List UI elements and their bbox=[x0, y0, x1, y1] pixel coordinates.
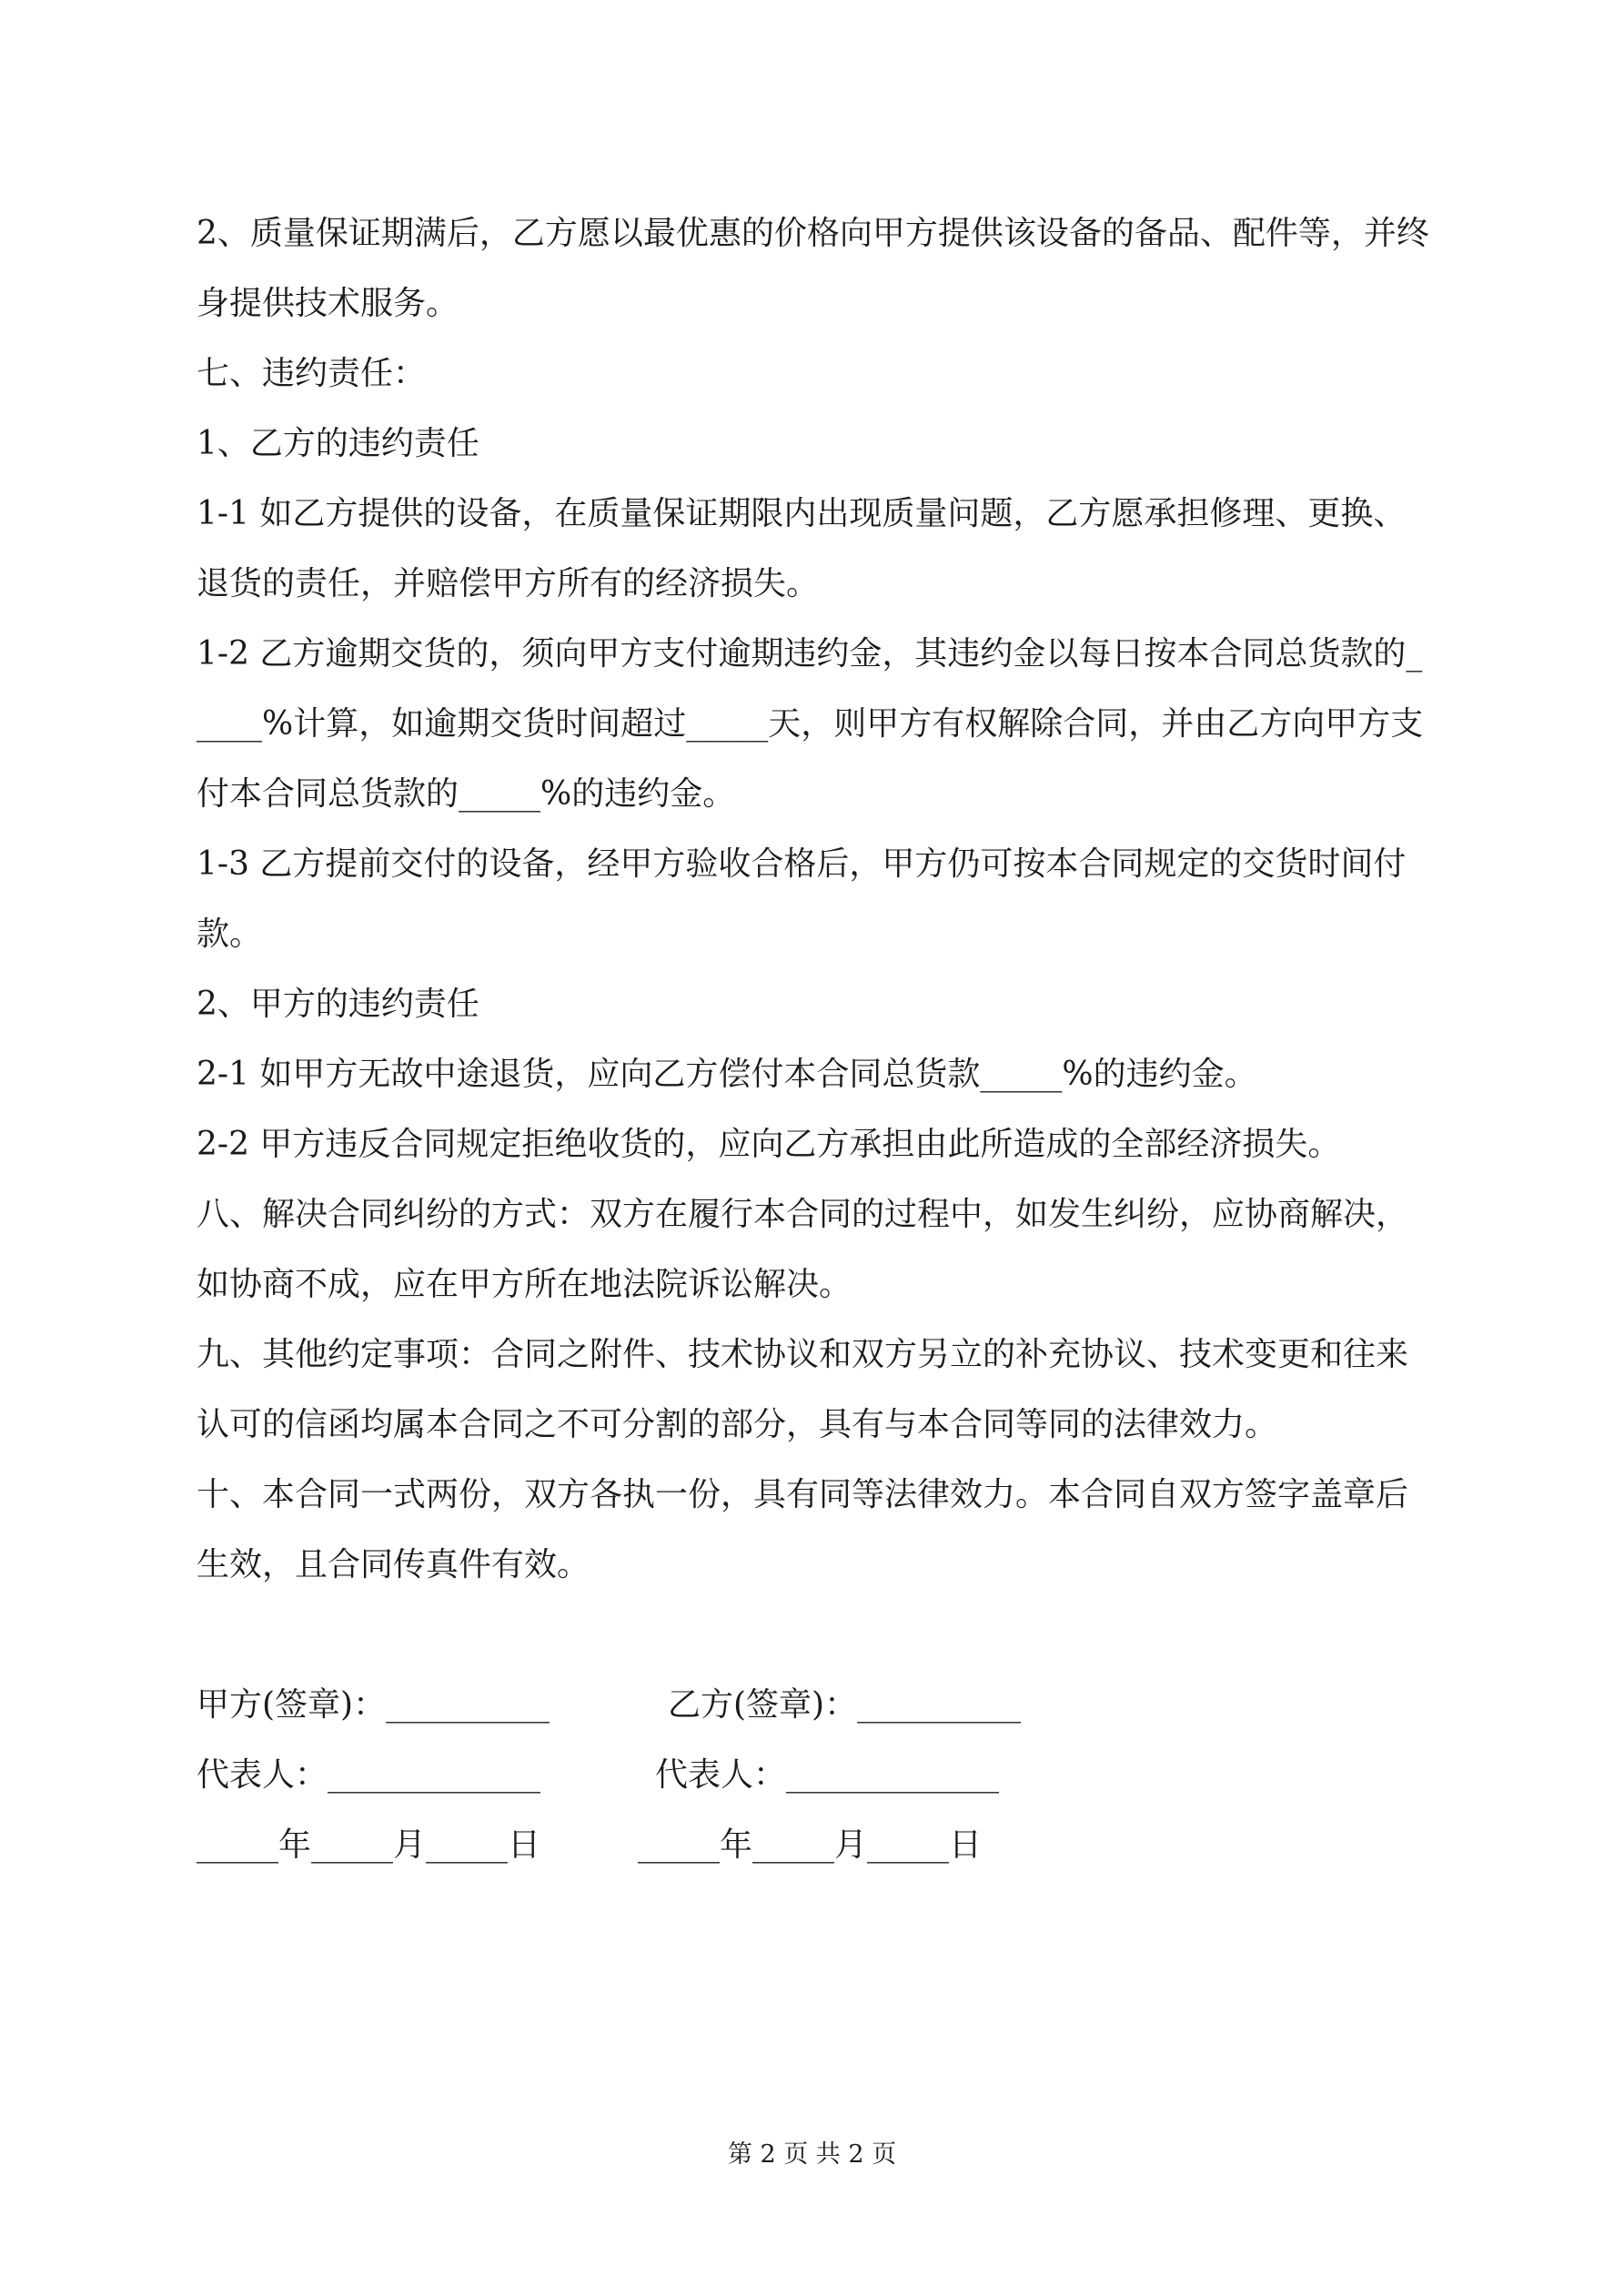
clause-2-1: 2-1 如甲方无故中途退货，应向乙方偿付本合同总货款_____%的违约金。 bbox=[197, 1056, 1257, 1093]
party-a-seal-line: 甲方(签章)：__________ bbox=[197, 1686, 550, 1724]
section-dispute-resolution: 八、解决合同纠纷的方式：双方在履行本合同的过程中，如发生纠纷，应协商解决，如协商不成，应在甲方所在地法院诉讼解决。 bbox=[197, 1196, 1409, 1303]
signature-row-representative bbox=[197, 1740, 1437, 1810]
clause-1-1: 1-1 如乙方提供的设备，在质量保证期限内出现质量问题，乙方愿承担修理、更换、退货的责任，并赔偿甲方所有的经济损失。 bbox=[197, 495, 1407, 602]
party-a-representative-line: 代表人：_____________ bbox=[197, 1756, 541, 1794]
section-heading-breach-liability: 七、违约责任： bbox=[197, 355, 427, 392]
party-b-date-line: _____年_____月_____日 bbox=[638, 1826, 982, 1864]
clause-1-3: 1-3 乙方提前交付的设备，经甲方验收合格后，甲方仍可按本合同规定的交货时间付款。 bbox=[197, 845, 1407, 953]
subheading-party-a-liability: 2、甲方的违约责任 bbox=[197, 986, 479, 1023]
signature-row-date bbox=[197, 1810, 1437, 1880]
clause-1-2: 1-2 乙方逾期交货的，须向甲方支付逾期违约金，其违约金以每日按本合同总货款的_____%计算，如逾期交货时间超过_____天，则甲方有权解除合同，并由乙方向甲方支付本合同总货款的_____%的违约金。 bbox=[197, 635, 1424, 813]
clause-2-2: 2-2 甲方违反合同规定拒绝收货的，应向乙方承担由此所造成的全部经济损失。 bbox=[197, 1126, 1341, 1163]
blank-line bbox=[197, 1600, 1437, 1670]
party-b-seal-line: 乙方(签章)：__________ bbox=[668, 1686, 1022, 1724]
subheading-party-b-liability: 1、乙方的违约责任 bbox=[197, 425, 479, 462]
page-number-footer: 第 2 页 共 2 页 bbox=[727, 2140, 897, 2169]
contract-body bbox=[197, 198, 1437, 1880]
clause-quality-after-warranty: 2、质量保证期满后，乙方愿以最优惠的价格向甲方提供该设备的备品、配件等，并终身提供技术服务。 bbox=[197, 215, 1429, 322]
party-a-date-line: _____年_____月_____日 bbox=[197, 1826, 540, 1864]
signature-row-seal bbox=[197, 1670, 1437, 1740]
section-other-matters: 九、其他约定事项：合同之附件、技术协议和双方另立的补充协议、技术变更和往来认可的信函均属本合同之不可分割的部分，具有与本合同等同的法律效力。 bbox=[197, 1336, 1409, 1443]
party-b-representative-line: 代表人：_____________ bbox=[655, 1756, 1000, 1794]
section-copies-validity: 十、本合同一式两份，双方各执一份，具有同等法律效力。本合同自双方签字盖章后生效，且合同传真件有效。 bbox=[197, 1476, 1409, 1583]
